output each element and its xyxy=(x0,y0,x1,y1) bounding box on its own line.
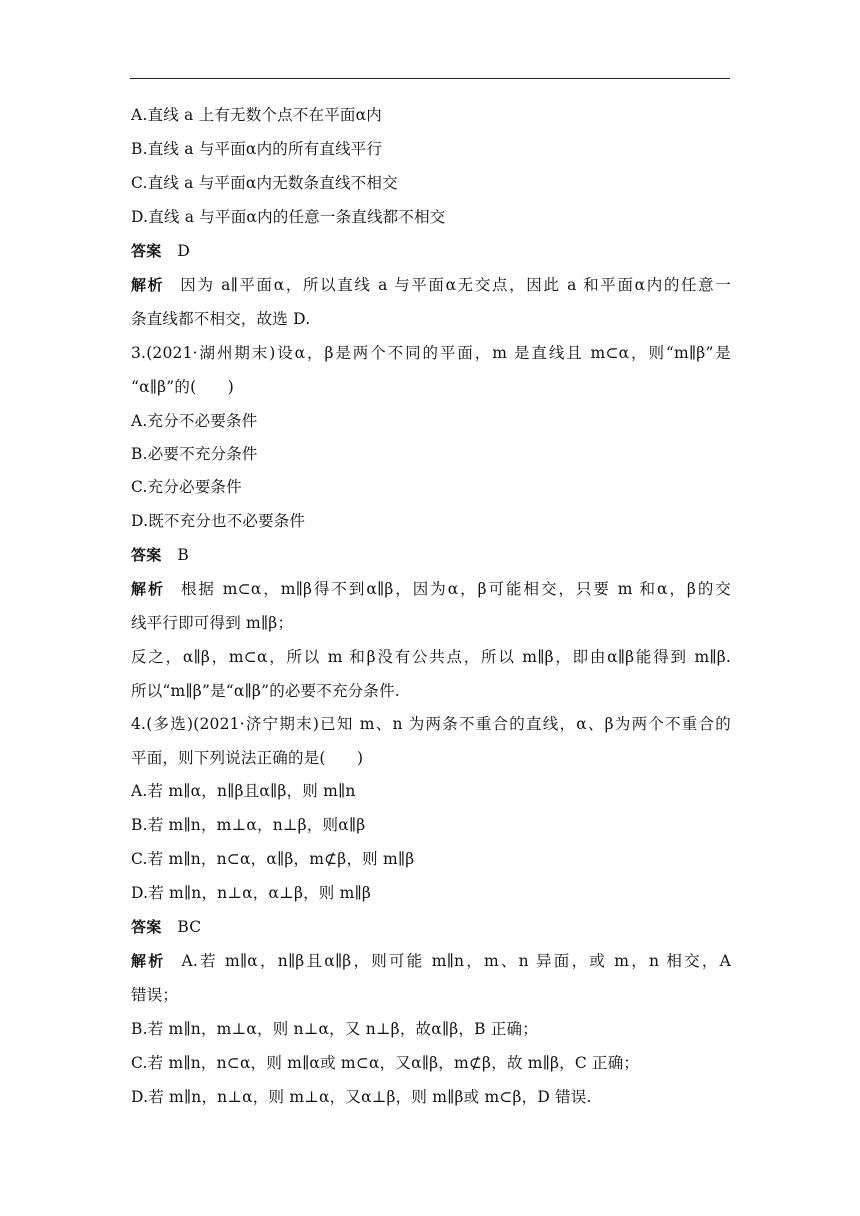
option-line: D.直线 a 与平面α内的任意一条直线都不相交 xyxy=(131,208,446,226)
text-line: 平面，则下列说法正确的是( ) xyxy=(131,749,364,767)
option-line: D.若 m∥n，n⊥α，α⊥β，则 m∥β xyxy=(131,884,372,902)
analysis-label: 解析 xyxy=(131,276,165,294)
option-line: B.直线 a 与平面α内的所有直线平行 xyxy=(131,140,383,158)
option-line: C.若 m∥n，n⊂α，α∥β，m⊄β，则 m∥β xyxy=(131,850,415,868)
option-line: C.充分必要条件 xyxy=(131,478,242,496)
text-line: 反之，α∥β，m⊂α，所以 m 和β没有公共点，所以 m∥β，即由α∥β能得到 m∥β. xyxy=(131,648,731,666)
analysis-line: 解析 A.若 m∥α，n∥β且α∥β，则可能 m∥n，m、n 异面，或 m，n 相交，A xyxy=(131,952,731,970)
option-line: A.直线 a 上有无数个点不在平面α内 xyxy=(131,106,382,124)
analysis-label: 解析 xyxy=(131,952,166,970)
answer-label: 答案 xyxy=(131,242,162,260)
answer-label: 答案 xyxy=(131,546,162,564)
question-line: 3.(2021·湖州期末)设α，β是两个不同的平面，m 是直线且 m⊂α，则“m∥β”是 xyxy=(131,344,731,362)
text-line: D.若 m∥n，n⊥α，则 m⊥α，又α⊥β，则 m∥β或 m⊂β，D 错误. xyxy=(131,1088,592,1106)
option-line: A.若 m∥α，n∥β且α∥β，则 m∥n xyxy=(131,782,356,800)
option-line: A.充分不必要条件 xyxy=(131,412,258,430)
text-line: C.若 m∥n，n⊂α，则 m∥α或 m⊂α，又α∥β，m⊄β，故 m∥β，C 正确； xyxy=(131,1054,640,1072)
text-line: 线平行即可得到 m∥β； xyxy=(131,614,294,632)
text-line: 所以“m∥β”是“α∥β”的必要不充分条件. xyxy=(131,682,400,700)
option-line: D.既不充分也不必要条件 xyxy=(131,512,306,530)
answer-label: 答案 xyxy=(131,918,162,936)
answer-line: 答案 D xyxy=(131,242,191,260)
question-line: 4.(多选)(2021·济宁期末)已知 m、n 为两条不重合的直线，α、β为两个不重合的 xyxy=(131,715,731,733)
text-line: 错误； xyxy=(131,986,179,1004)
answer-line: 答案 BC xyxy=(131,918,202,936)
analysis-label: 解析 xyxy=(131,580,165,598)
option-line: C.直线 a 与平面α内无数条直线不相交 xyxy=(131,174,398,192)
header-rule xyxy=(130,78,730,79)
analysis-line: 解析 因为 a∥平面α，所以直线 a 与平面α无交点，因此 a 和平面α内的任意一 xyxy=(131,276,731,294)
option-line: B.必要不充分条件 xyxy=(131,445,258,463)
analysis-line: 解析 根据 m⊂α，m∥β得不到α∥β，因为α，β可能相交，只要 m 和α，β的交 xyxy=(131,580,731,598)
text-line: 条直线都不相交，故选 D. xyxy=(131,310,311,328)
option-line: B.若 m∥n，m⊥α，n⊥β，则α∥β xyxy=(131,816,366,834)
answer-line: 答案 B xyxy=(131,546,189,564)
text-line: “α∥β”的( ) xyxy=(131,378,235,396)
text-line: B.若 m∥n，m⊥α，则 n⊥α，又 n⊥β，故α∥β，B 正确； xyxy=(131,1020,538,1038)
